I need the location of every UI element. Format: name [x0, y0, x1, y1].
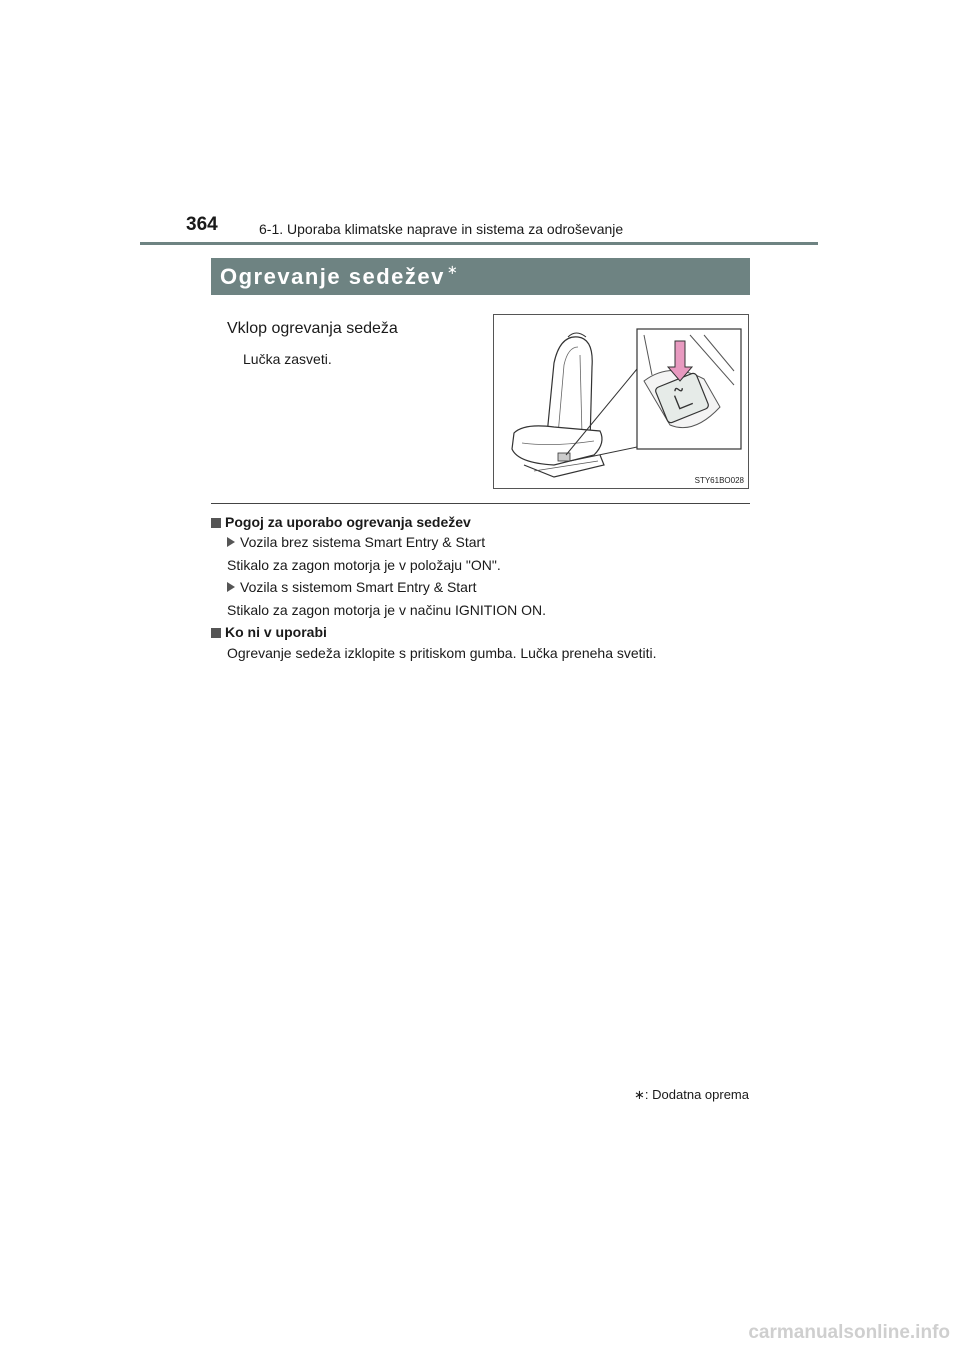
separator-rule [211, 503, 750, 504]
square-bullet-icon [211, 628, 221, 638]
triangle-bullet-icon [227, 537, 235, 547]
note-text-turn-off: Ogrevanje sedeža izklopite s pritiskom gumba. Lučka preneha svetiti. [227, 645, 657, 661]
note-heading-not-in-use: Ko ni v uporabi [211, 623, 327, 641]
note-heading-conditions: Pogoj za uporabo ogrevanja sedežev [211, 513, 471, 531]
note-text-on-position: Stikalo za zagon motorja je v položaju "ON". [227, 557, 501, 573]
note-bullet-smart-entry: Vozila s sistemom Smart Entry & Start [227, 578, 477, 596]
footnote: ∗: Dodatna oprema [634, 1087, 749, 1102]
header-rule [140, 242, 818, 245]
watermark: carmanualsonline.info [748, 1322, 950, 1343]
seat-cushion [512, 426, 602, 465]
figure-code: STY61BO028 [694, 476, 744, 485]
page-number: 364 [186, 214, 218, 235]
chapter-title: 6-1. Uporaba klimatske naprave in sistema za odroševanje [259, 221, 624, 237]
triangle-bullet-icon [227, 582, 235, 592]
optional-star-icon: ∗ [446, 262, 460, 277]
footnote-star-icon: ∗ [634, 1087, 645, 1102]
section-title: Ogrevanje sedežev [220, 263, 445, 289]
seat-heater-figure [493, 314, 749, 489]
note-bullet-no-smart-entry: Vozila brez sistema Smart Entry & Start [227, 533, 485, 551]
seat-heater-illustration [494, 315, 748, 488]
seat-side-switch [558, 453, 570, 461]
intro-lead: Vklop ogrevanja sedeža [227, 320, 398, 337]
note-text-ignition-on: Stikalo za zagon motorja je v načinu IGNITION ON. [227, 602, 547, 618]
section-title-bar [211, 258, 750, 295]
square-bullet-icon [211, 518, 221, 528]
intro-sub: Lučka zasveti. [243, 351, 332, 367]
